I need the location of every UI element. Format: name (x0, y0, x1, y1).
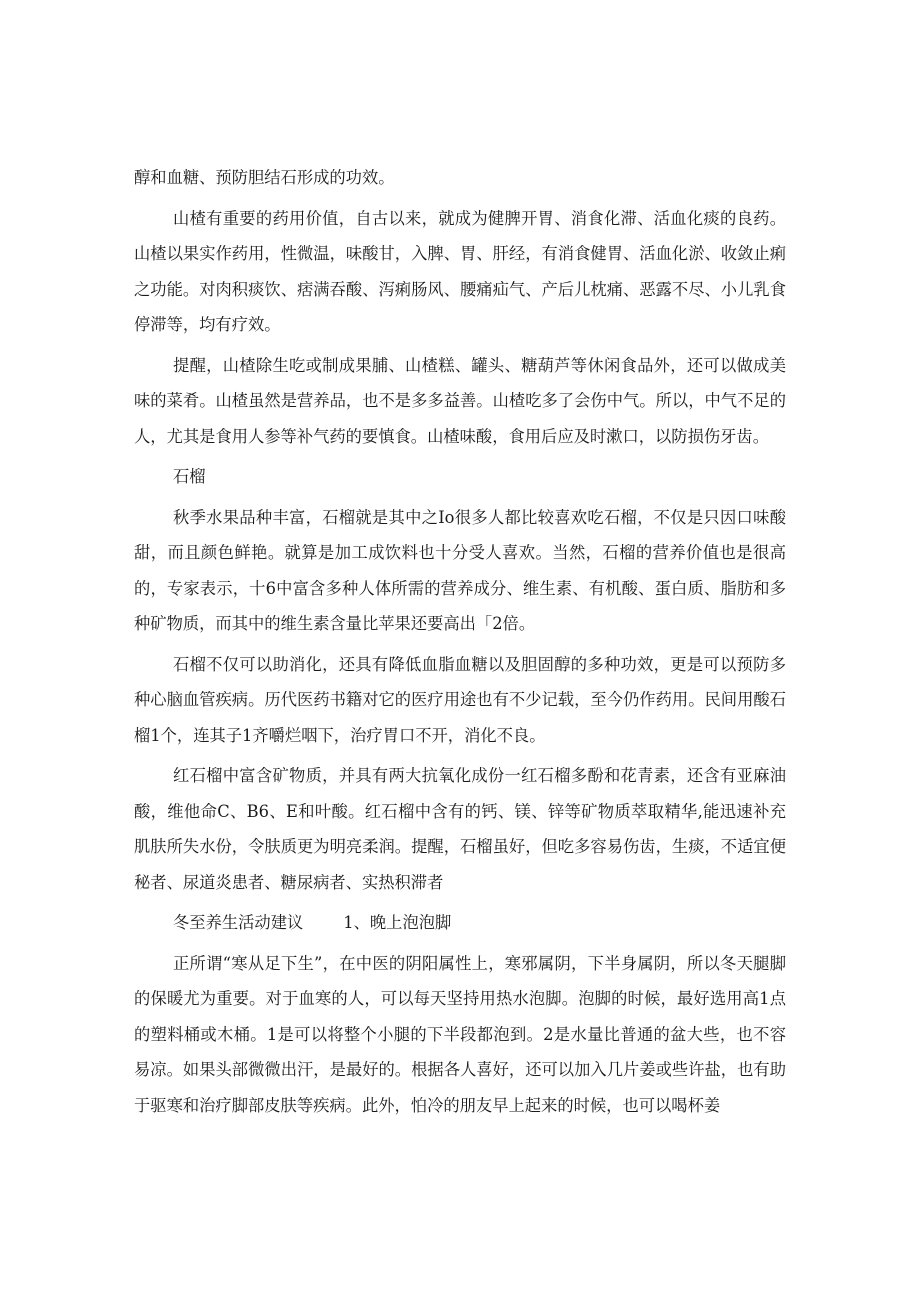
paragraph-pomegranate-intro: 秋季水果品种丰富，石榴就是其中之Io很多人都比较喜欢吃石榴，不仅是只因口味酸甜，而且颜色鲜艳。就算是加工成饮料也十分受人喜欢。当然，石榴的营养价值也是很高的，专家表示，十6中富含多种人体所需的营养成分、维生素、有机酸、蛋白质、脂肪和多种矿物质，而其中的维生素含量比苹果还要高出「2倍。 (134, 507, 786, 633)
paragraph-hawthorn-medicinal: 山楂有重要的药用价值，自古以来，就成为健脾开胃、消食化滞、活血化痰的良药。山楂以果实作药用，性微温，味酸甘，入脾、胃、肝经，有消食健胃、活血化淤、收敛止痢之功能。对肉积痰饮、痞满吞酸、泻痢肠风、腰痛疝气、产后儿枕痛、恶露不尽、小儿乳食停滞等，均有疗效。 (134, 208, 786, 334)
section-item: 1、晚上泡泡脚 (343, 913, 452, 932)
paragraph-continuation: 醇和血糖、预防胆结石形成的功效。 (134, 168, 395, 187)
paragraph-hawthorn-reminder: 提醒，山楂除生吃或制成果脯、山楂糕、罐头、糖葫芦等休闲食品外，还可以做成美味的菜肴。山楂虽然是营养品，也不是多多益善。山楂吃多了会伤中气。所以，中气不足的人，尤其是食用人参等补气药的要慎食。山楂味酸，食用后应及时漱口，以防损伤牙齿。 (134, 355, 786, 446)
section-title: 冬至养生活动建议 (173, 913, 304, 932)
paragraph-red-pomegranate: 红石榴中富含矿物质，并具有两大抗氧化成份一红石榴多酚和花青素，还含有亚麻油酸，维他命C、B6、E和叶酸。红石榴中含有的钙、镁、锌等矿物质萃取精华,能迅速补充肌肤所失水份，令肤质更为明亮柔润。提醒，石榴虽好，但吃多容易伤齿，生痰，不适宜便秘者、尿道炎患者、糖尿病者、实热积滞者 (134, 766, 786, 892)
section-heading (134, 905, 786, 941)
document-page (134, 160, 786, 1128)
paragraph-foot-soak: 正所谓“寒从足下生”，在中医的阴阳属性上，寒邪属阴，下半身属阴，所以冬天腿脚的保暖尤为重要。对于血寒的人，可以每天坚持用热水泡脚。泡脚的时候，最好选用高1点的塑料桶或木桶。1是可以将整个小腿的下半段都泡到。2是水量比普通的盆大些，也不容易凉。如果头部微微出汗，是最好的。根据各人喜好，还可以加入几片姜或些许盐，也有助于驱寒和治疗脚部皮肤等疾病。此外，怕冷的朋友早上起来的时候，也可以喝杯姜 (134, 953, 786, 1115)
paragraph-pomegranate-benefits: 石榴不仅可以助消化，还具有降低血脂血糖以及胆固醇的多种功效，更是可以预防多种心脑血管疾病。历代医药书籍对它的医疗用途也有不少记载，至今仍作药用。民间用酸石榴1个，连其子1齐嚼烂咽下，治疗胃口不开，消化不良。 (134, 654, 786, 745)
heading-pomegranate: 石榴 (173, 467, 206, 486)
